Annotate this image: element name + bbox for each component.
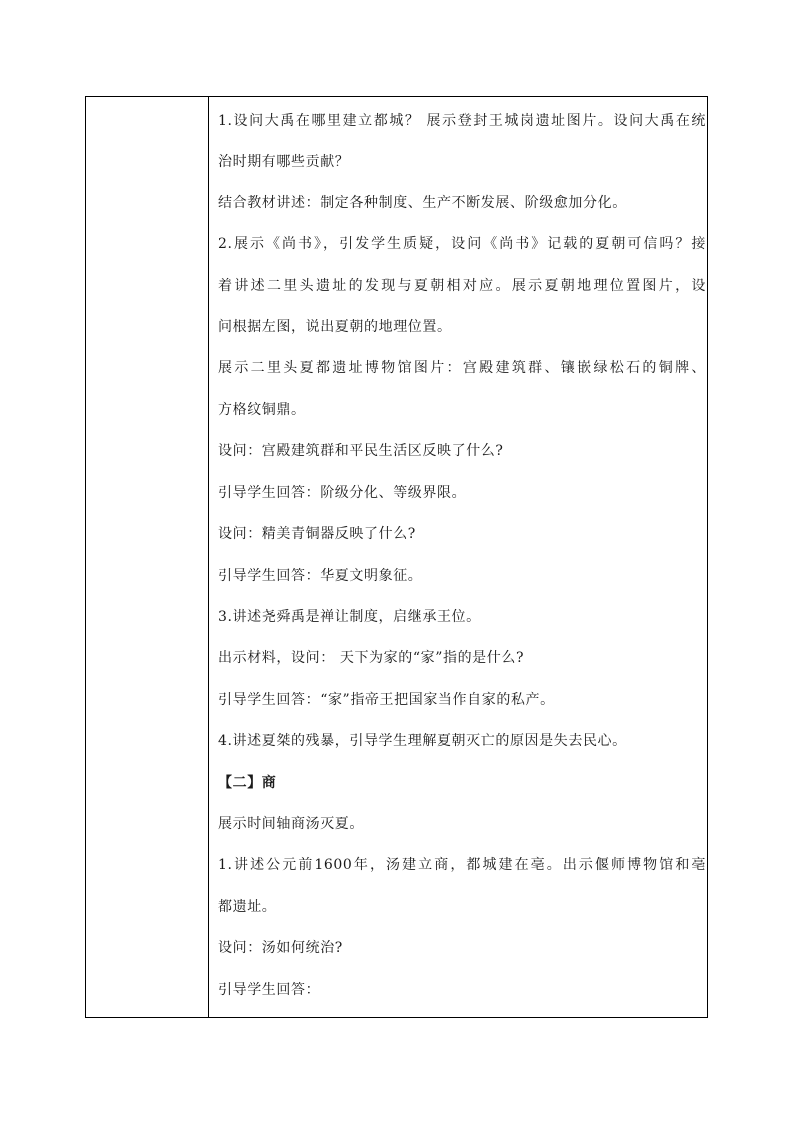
text-line: 设问：精美青铜器反映了什么? — [218, 526, 416, 542]
text-line: 引导学生回答：华夏文明象征。 — [218, 568, 423, 584]
text-line: 都遗址。 — [218, 899, 277, 915]
text-line: 方格纹铜鼎。 — [218, 402, 306, 418]
text-line: 设问：汤如何统治? — [218, 940, 343, 956]
text-line: 结合教材讲述：制定各种制度、生产不断发展、阶级愈加分化。 — [218, 195, 627, 211]
text-line: 1.设问大禹在哪里建立都城？ 展示登封王城岗遗址图片。设问大禹在统 — [218, 113, 706, 129]
text-line: 展示时间轴商汤灭夏。 — [218, 816, 364, 832]
text-line: 出示材料，设问： 天下为家的“家”指的是什么? — [218, 650, 525, 666]
lesson-table — [85, 96, 708, 1018]
text-line: 2.展示《尚书》，引发学生质疑，设问《尚书》记载的夏朝可信吗？接 — [218, 236, 706, 252]
text-line: 4.讲述夏桀的残暴，引导学生理解夏朝灭亡的原因是失去民心。 — [218, 733, 627, 749]
text-line: 引导学生回答：阶级分化、等级界限。 — [218, 485, 467, 501]
text-line: 展示二里头夏都遗址博物馆图片：宫殿建筑群、镶嵌绿松石的铜牌、 — [218, 360, 706, 376]
text-line: 着讲述二里头遗址的发现与夏朝相对应。展示夏朝地理位置图片，设 — [218, 278, 706, 294]
text-line: 设问：宫殿建筑群和平民生活区反映了什么? — [218, 443, 504, 459]
text-line: 引导学生回答：“家”指帝王把国家当作自家的私产。 — [218, 692, 555, 708]
text-line: 问根据左图，说出夏朝的地理位置。 — [218, 319, 452, 335]
column-divider — [208, 97, 209, 1017]
text-line: 治时期有哪些贡献？ — [218, 154, 350, 170]
text-line: 1.讲述公元前1600年，汤建立商，都城建在亳。出示偃师博物馆和亳 — [218, 857, 706, 873]
left-column-cell — [86, 97, 208, 1017]
text-line: 3.讲述尧舜禹是禅让制度，启继承王位。 — [218, 609, 481, 625]
section-heading: 【二】商 — [218, 775, 277, 791]
text-line: 引导学生回答： — [218, 982, 321, 998]
